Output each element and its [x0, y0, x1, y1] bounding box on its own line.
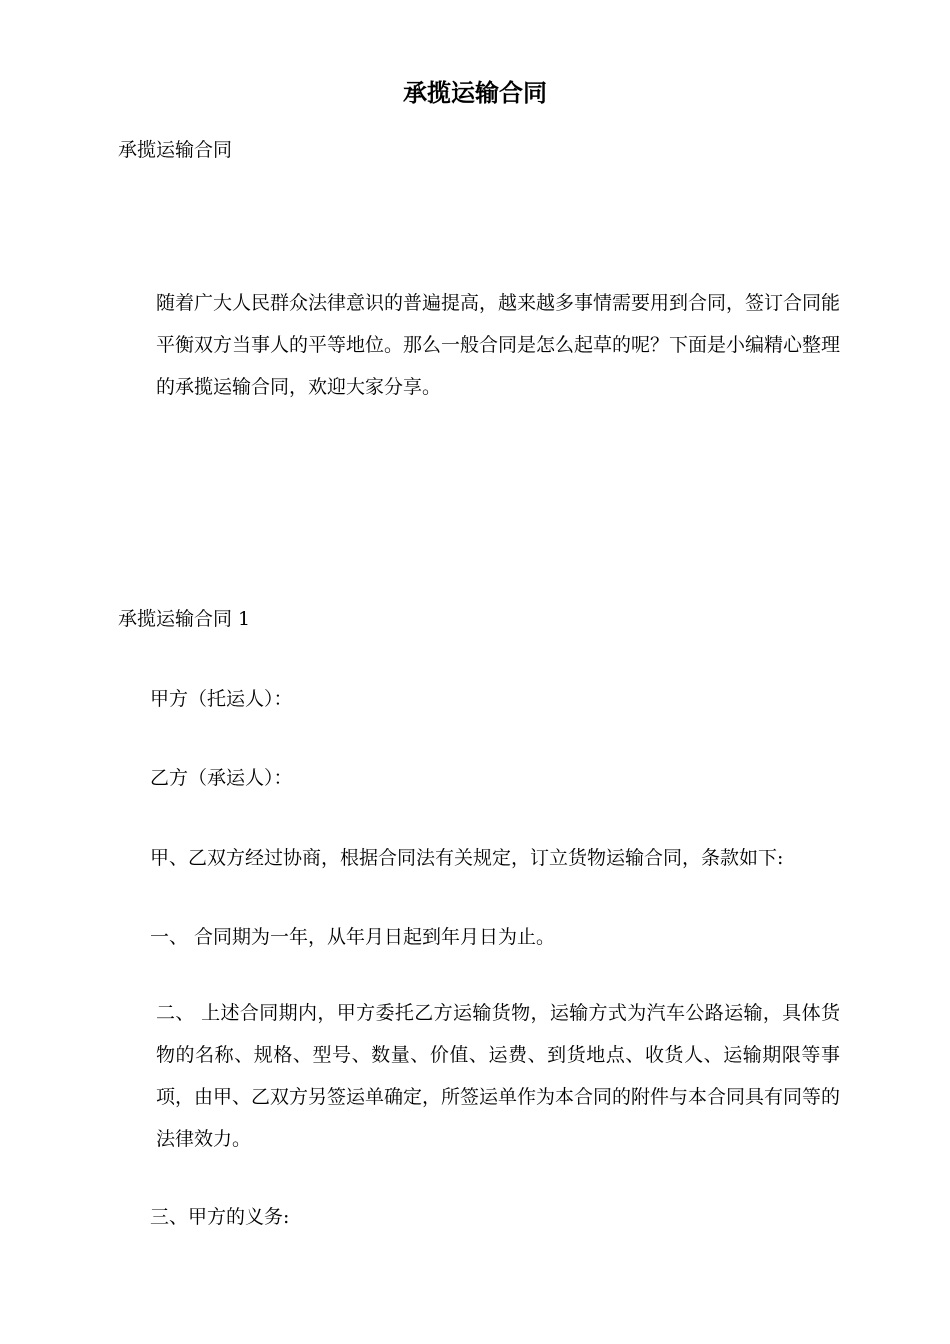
- clause-3-heading: 三、甲方的义务:: [150, 1206, 290, 1228]
- clause-2: 二、 上述合同期内，甲方委托乙方运输货物，运输方式为汽车公路运输，具体货物的名称、规格、型号、数量、价值、运费、到货地点、收货人、运输期限等事项，由甲、乙双方另签运单确定，所签运单作为本合同的附件与本合同具有同等的法律效力。: [156, 1002, 841, 1150]
- document-title: 承揽运输合同: [403, 79, 547, 107]
- document-subtitle: 承揽运输合同: [118, 139, 233, 161]
- clause-1: 一、 合同期为一年，从年月日起到年月日为止。: [150, 926, 556, 948]
- agreement-line: 甲、乙双方经过协商，根据合同法有关规定，订立货物运输合同，条款如下:: [150, 847, 784, 869]
- section-heading: 承揽运输合同 1: [118, 608, 251, 630]
- party-b-line: 乙方（承运人）：: [150, 767, 293, 789]
- intro-paragraph: 随着广大人民群众法律意识的普遍提高，越来越多事情需要用到合同，签订合同能平衡双方当事人的平等地位。那么一般合同是怎么起草的呢？下面是小编精心整理的承揽运输合同，欢迎大家分享。: [156, 292, 841, 398]
- party-a-line: 甲方（托运人）：: [150, 688, 293, 710]
